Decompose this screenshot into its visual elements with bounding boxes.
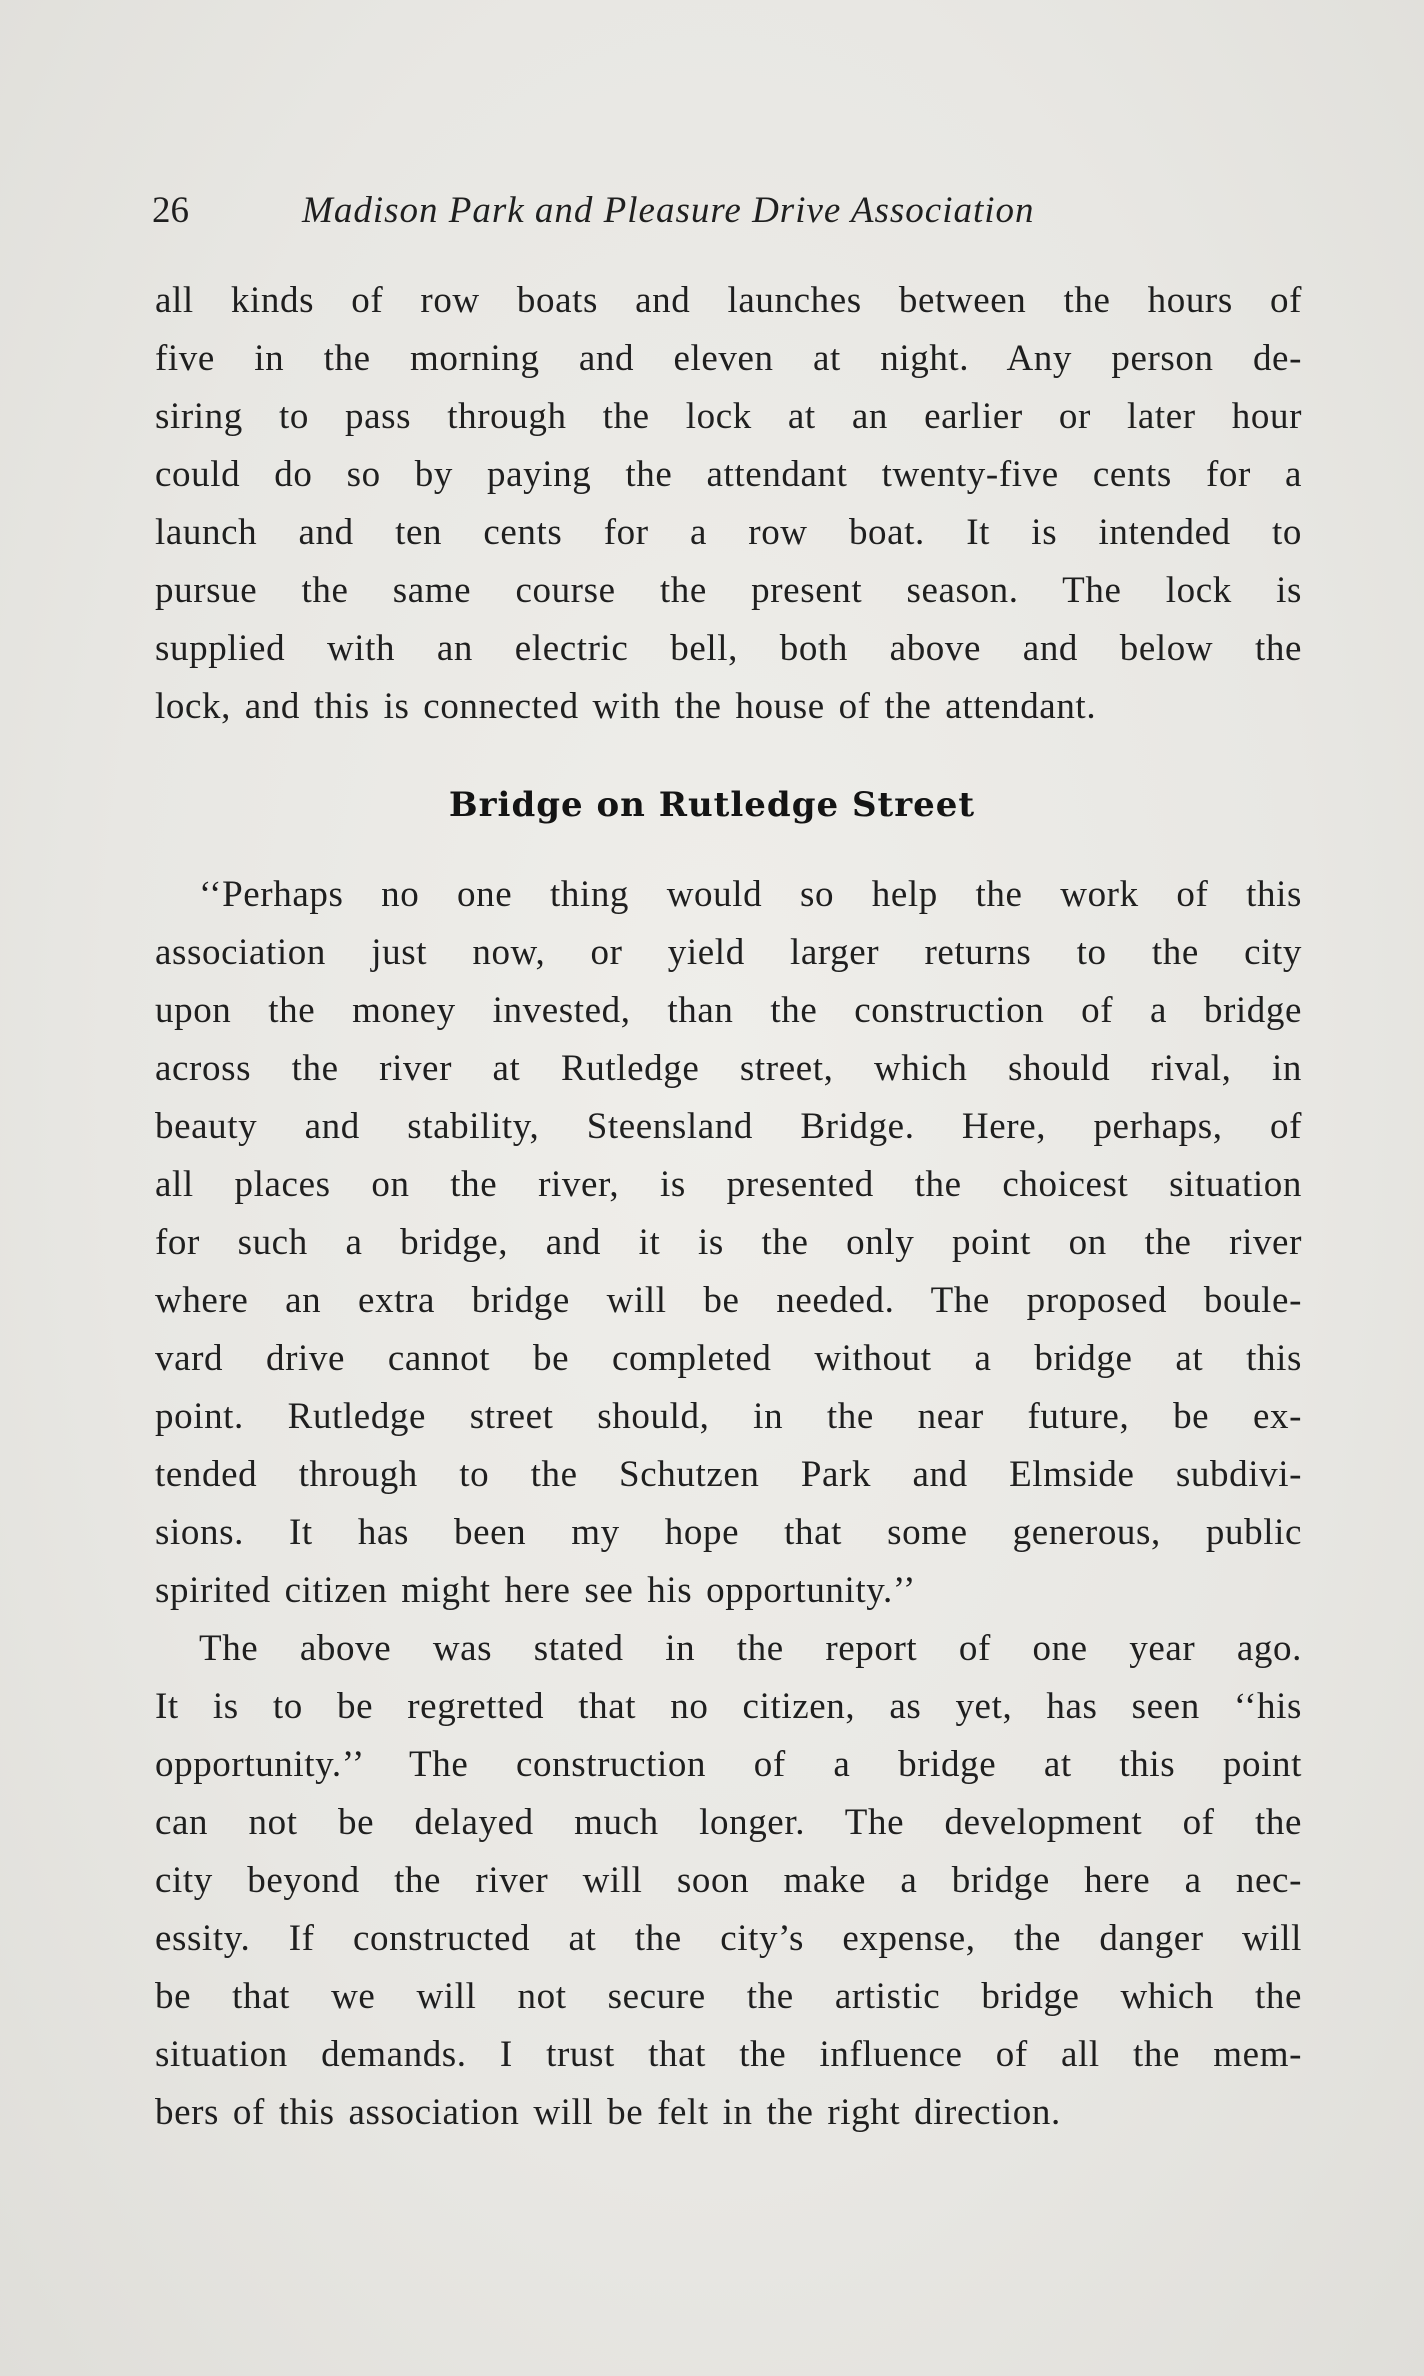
text-line: pursue the same course the present season. The lock is xyxy=(155,570,1302,611)
text-line: five in the morning and eleven at night. Any person de- xyxy=(155,338,1302,379)
text-line: vard drive cannot be completed without a bridge at this xyxy=(155,1338,1302,1379)
text-line: city beyond the river will soon make a bridge here a nec- xyxy=(155,1860,1302,1901)
paragraph-quoted-report xyxy=(155,866,1302,1620)
text-line: for such a bridge, and it is the only point on the river xyxy=(155,1222,1302,1263)
text-line: be that we will not secure the artistic bridge which the xyxy=(155,1976,1302,2017)
text-line: opportunity.’’ The construction of a bridge at this point xyxy=(155,1744,1302,1785)
text-line: where an extra bridge will be needed. The proposed boule- xyxy=(155,1280,1302,1321)
text-line: beauty and stability, Steensland Bridge. Here, perhaps, of xyxy=(155,1106,1302,1147)
text-line: The above was stated in the report of one year ago. xyxy=(199,1628,1302,1669)
paragraph-lock-hours xyxy=(155,272,1302,736)
text-line: all places on the river, is presented the choicest situation xyxy=(155,1164,1302,1205)
text-line: all kinds of row boats and launches between the hours of xyxy=(155,280,1302,321)
text-line: spirited citizen might here see his opportunity.’’ xyxy=(155,1570,916,1611)
text-line: across the river at Rutledge street, which should rival, in xyxy=(155,1048,1302,1089)
text-line: sions. It has been my hope that some generous, public xyxy=(155,1512,1302,1553)
text-line: association just now, or yield larger returns to the city xyxy=(155,932,1302,973)
text-line: It is to be regretted that no citizen, as yet, has seen ‘‘his xyxy=(155,1686,1302,1727)
text-line: could do so by paying the attendant twenty-five cents for a xyxy=(155,454,1302,495)
text-line: launch and ten cents for a row boat. It is intended to xyxy=(155,512,1302,553)
page-header xyxy=(152,183,1302,239)
text-line: lock, and this is connected with the house of the attendant. xyxy=(155,686,1097,727)
text-line: essity. If constructed at the city’s expense, the danger will xyxy=(155,1918,1302,1959)
text-line: supplied with an electric bell, both above and below the xyxy=(155,628,1302,669)
paragraph-commentary xyxy=(155,1620,1302,2142)
running-title: Madison Park and Pleasure Drive Association xyxy=(302,190,1035,231)
text-line: point. Rutledge street should, in the near future, be ex- xyxy=(155,1396,1302,1437)
page-number: 26 xyxy=(152,190,189,231)
section-heading: Bridge on Rutledge Street xyxy=(448,785,976,825)
text-line: siring to pass through the lock at an earlier or later hour xyxy=(155,396,1302,437)
text-line: situation demands. I trust that the influence of all the mem- xyxy=(155,2034,1302,2075)
text-line: tended through to the Schutzen Park and Elmside subdivi- xyxy=(155,1454,1302,1495)
text-line: ‘‘Perhaps no one thing would so help the work of this xyxy=(199,874,1302,915)
text-line: bers of this association will be felt in the right direction. xyxy=(155,2092,1061,2133)
text-line: upon the money invested, than the construction of a bridge xyxy=(155,990,1302,1031)
text-line: can not be delayed much longer. The development of the xyxy=(155,1802,1302,1843)
